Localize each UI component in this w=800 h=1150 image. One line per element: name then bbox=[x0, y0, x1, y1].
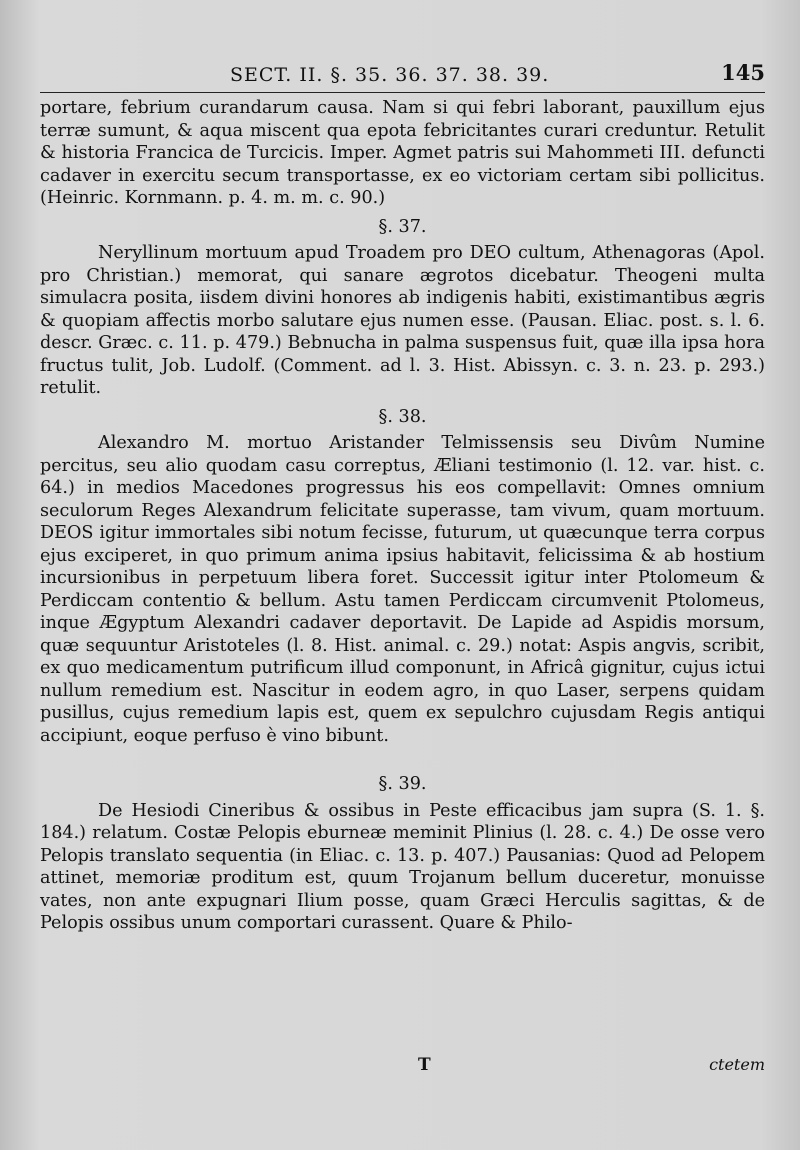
paragraph-section-39: De Hesiodi Cineribus & ossibus in Peste efficacibus jam supra (S. 1. §. 184.) relatum. Costæ Pelopis eburneæ meminit Plinius (l. 28. c. 4.) De osse vero Pelopis translato sequentia (in Eliac. c. 13. p. 407.) Pausanias: Quod ad Pelopem attinet, memoriæ proditum est, quum Trojanum bellum duceretur, monuisse vates, non ante expugnari Ilium posse, quam Græci Herculis sagittas, & de Pelopis ossibus unum comportari curassent. Quare & Philo- bbox=[40, 800, 765, 933]
section-heading-39: §. 39. bbox=[378, 774, 427, 794]
paragraph-continuation: portare, febrium curandarum causa. Nam si qui febri laborant, pauxillum ejus terræ sumunt, & aqua miscent qua epota febricitantes curari creduntur. Retulit & historia Francica de Turcicis. Imper. Agmet patris sui Mahommeti III. defuncti cadaver in exercitu secum transportasse, ex eo victoriam certam sibi pollicitus. (Heinric. Kornmann. p. 4. m. m. c. 90.) bbox=[40, 98, 765, 208]
page-body bbox=[40, 97, 765, 935]
section-heading-37: §. 37. bbox=[378, 216, 427, 237]
running-head: SECT. II. §. 35. 36. 37. 38. 39. bbox=[230, 64, 550, 86]
catchword: ctetem bbox=[709, 1055, 765, 1074]
section-heading-38: §. 38. bbox=[378, 406, 427, 427]
signature-mark: T bbox=[418, 1055, 431, 1075]
page-header bbox=[40, 58, 765, 93]
paragraph-section-38: Alexandro M. mortuo Aristander Telmissensis seu Divûm Numine percitus, seu alio quodam casu correptus, Æliani testimonio (l. 12. var. hist. c. 64.) in medios Macedones progressus his eos compellavit: Omnes omnium seculorum Reges Alexandrum felicitate superasse, tam vivum, quam mortuum. DEOS igitur immortales sibi notum fecisse, futurum, ut quæcunque terra corpus ejus exciperet, in quo primum anima ipsius habitavit, felicissima & ab hostium incursionibus in perpetuum libera foret. Successit igitur inter Ptolomeum & Perdiccam contentio & bellum. Astu tamen Perdiccam circumvenit Ptolomeus, inque Ægyptum Alexandri cadaver deportavit. De Lapide ad Aspidis morsum, quæ sequuntur Aristoteles (l. 8. Hist. animal. c. 29.) notat: Aspis angvis, scribit, ex quo medicamentum putrificum illud componunt, in Africâ gignitur, cujus ictui nullum remedium est. Nascitur in eodem agro, in quo Laser, serpens quidam pusillus, cujus remedium lapis est, quem ex sepulchro cujusdam Regis antiqui accipiunt, eoque perfuso è vino bibunt. bbox=[40, 433, 765, 746]
paragraph-section-37: Neryllinum mortuum apud Troadem pro DEO cultum, Athenagoras (Apol. pro Christian.) memorat, qui sanare ægrotos dicebatur. Theogeni multa simulacra posita, iisdem divini honores ab indigenis habiti, existimantibus ægris & quopiam affectis morbo salutare ejus numen esse. (Pausan. Eliac. post. s. l. 6. descr. Græc. c. 11. p. 479.) Bebnucha in palma suspensus fuit, quæ illa ipsa hora fructus tulit, Job. Ludolf. (Comment. ad l. 3. Hist. Abissyn. c. 3. n. 23. p. 293.) retulit. bbox=[40, 243, 765, 398]
page-number: 145 bbox=[721, 60, 765, 85]
page-footer bbox=[40, 1055, 765, 1079]
